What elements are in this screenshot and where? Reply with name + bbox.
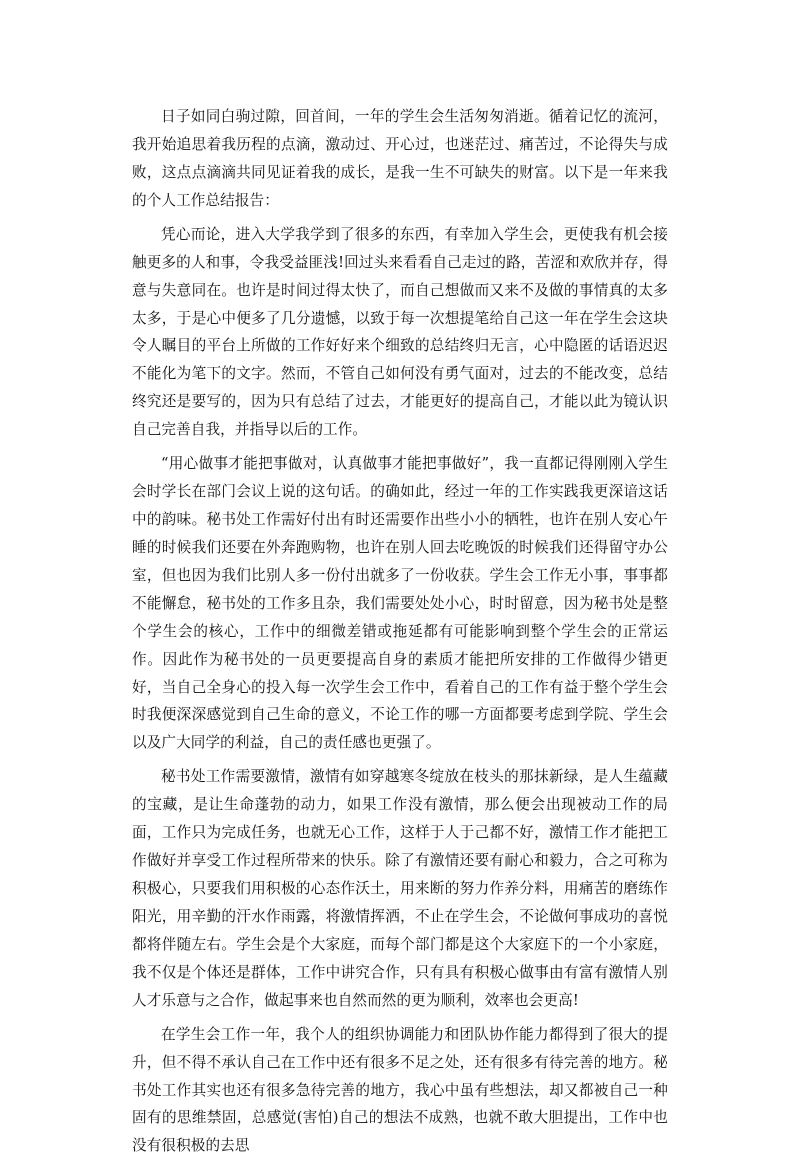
page-bottom-margin [0, 1008, 794, 1123]
paragraph-reflection: 凭心而论，进入大学我学到了很多的东西，有幸加入学生会，更使我有机会接触更多的人和事，令我受益匪浅!回过头来看看自己走过的路，苦涩和欢欣并存，得意与失意同在。也许是时间过得太快了，而自己想做而又来不及做的事情真的太多太多，于是心中便多了几分遗憾，以致于每一次想提笔给自己这一年在学生会这块令人瞩目的平台上所做的工作好好来个细致的总结终归无言，心中隐匿的话语迟迟不能化为笔下的文字。然而，不管自己如何没有勇气面对，过去的不能改变，总结终究还是要写的，因为只有总结了过去，才能更好的提高自己，才能以此为镜认识自己完善自我，并指导以后的工作。 [132, 225, 668, 439]
paragraph-passion: 秘书处工作需要激情，激情有如穿越寒冬绽放在枝头的那抹新绿，是人生蕴藏的宝藏，是让生命蓬勃的动力，如果工作没有激情，那么便会出现被动工作的局面，工作只为完成任务，也就无心工作，这样于人于己都不好，激情工作才能把工作做好并享受工作过程所带来的快乐。除了有激情还要有耐心和毅力，合之可称为积极心，只要我们用积极的心态作沃土，用来断的努力作养分料，用痛苦的磨练作阳光，用辛勤的汗水作雨露，将激情挥洒，不止在学生会，不论做何事成功的喜悦都将伴随左右。学生会是个大家庭，而每个部门都是这个大家庭下的一个小家庭，我不仅是个体还是群体，工作中讲究合作，只有具有积极心做事由有富有激情人别人才乐意与之合作，做起事来也自然而然的更为顺利，效率也会更高! [132, 768, 668, 1009]
paragraph-secretariat-work: “用心做事才能把事做对，认真做事才能把事做好”，我一直都记得刚刚入学生会时学长在部门会议上说的这句话。的确如此，经过一年的工作实践我更深谙这话中的韵味。秘书处工作需好付出有时还需要作出些小小的牺牲，也许在别人安心午睡的时候我们还要在外奔跑购物，也许在别人回去吃晚饭的时候我们还得留守办公室，但也因为我们比别人多一份付出就多了一份收获。学生会工作无小事，事事都不能懈怠，秘书处的工作多且杂，我们需要处处小心，时时留意，因为秘书处是整个学生会的核心，工作中的细微差错或拖延都有可能影响到整个学生会的正常运作。因此作为秘书处的一员更要提高自身的素质才能把所安排的工作做得少错更好，当自己全身心的投入每一次学生会工作中，看着自己的工作有益于整个学生会时我便深深感觉到自己生命的意义，不论工作的哪一方面都要考虑到学院、学生会以及广大同学的利益，自己的责任感也更强了。 [132, 455, 668, 752]
document-body [132, 103, 668, 1160]
paragraph-intro: 日子如同白驹过隙，回首间，一年的学生会生活匆匆消逝。循着记忆的流河，我开始追思着我历程的点滴，激动过、开心过，也迷茫过、痛苦过，不论得失与成败，这点点滴滴共同见证着我的成长，是我一生不可缺失的财富。以下是一年来我的个人工作总结报告： [132, 108, 668, 209]
paragraph-growth: 在学生会工作一年，我个人的组织协调能力和团队协作能力都得到了很大的提升，但不得不承认自己在工作中还有很多不足之处，还有很多有待完善的地方。秘书处工作其实也还有很多急待完善的地方，我心中虽有些想法，却又都被自己一种固有的思维禁固，总感觉(害怕)自己的想法不成熟，也就不敢大胆提出，工作中也没有很积极的去思 [132, 1025, 668, 1155]
